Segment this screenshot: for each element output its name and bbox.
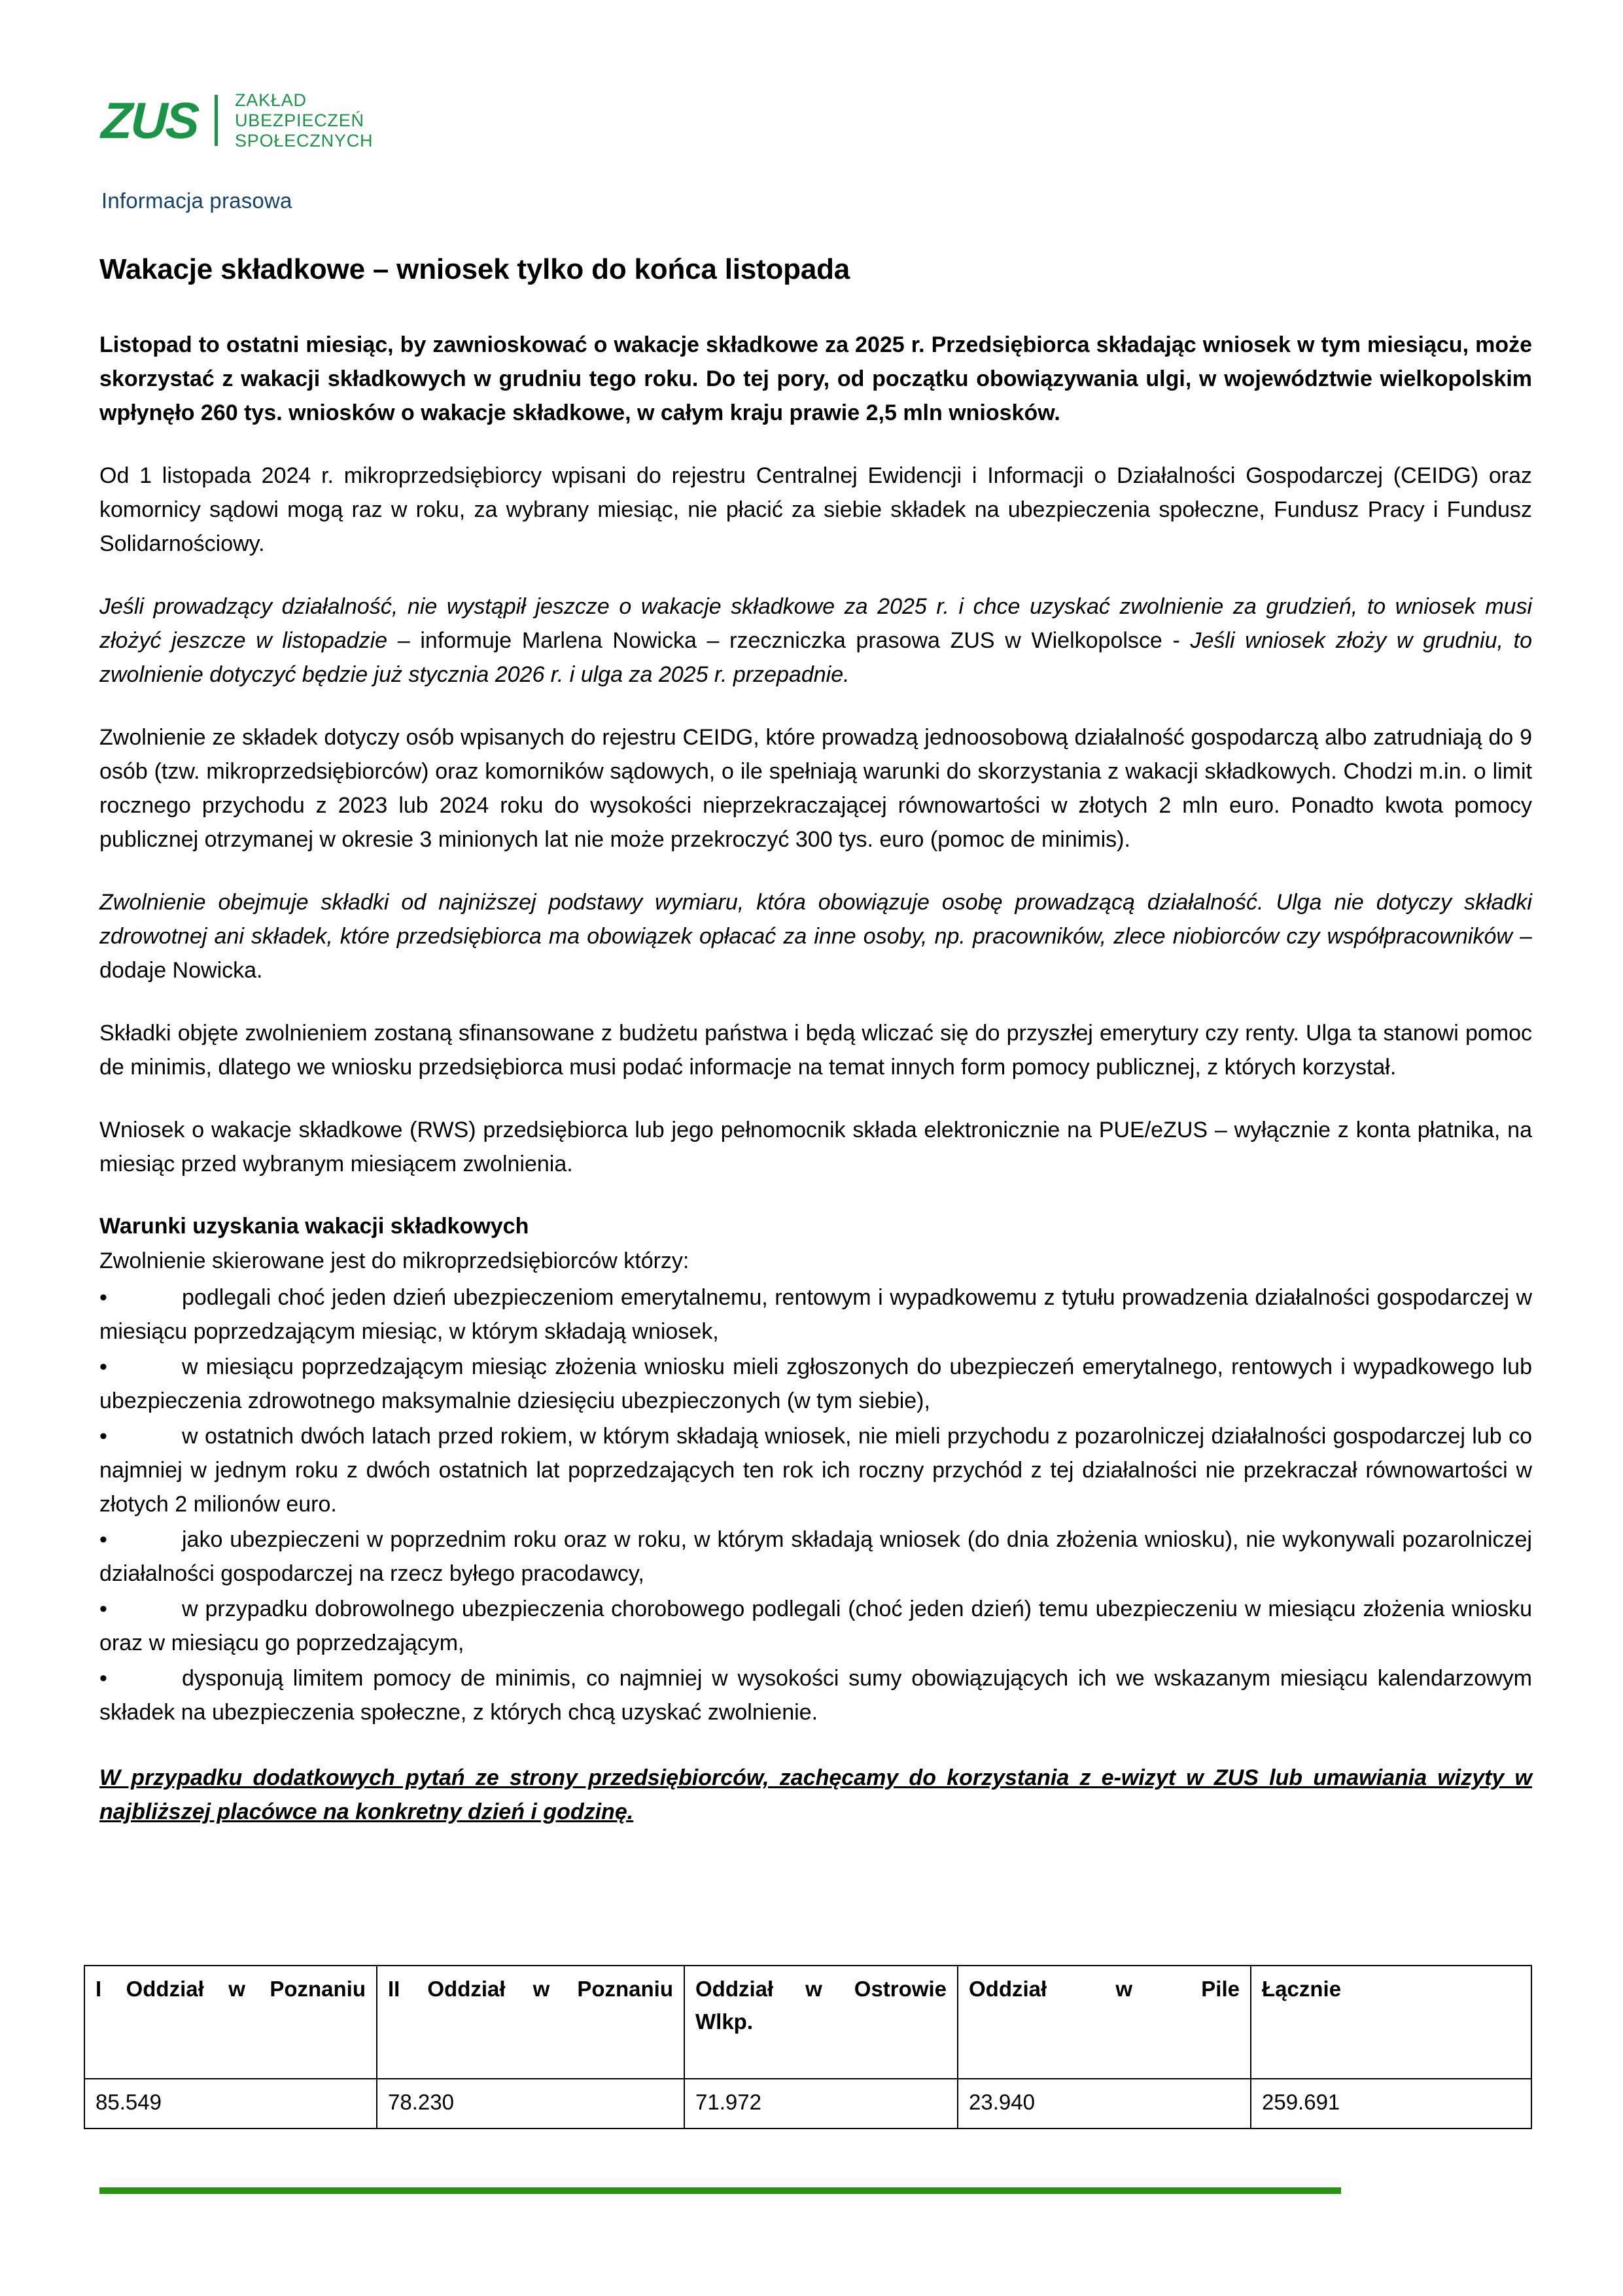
quote-1-attribution: – informuje Marlena Nowicka – rzeczniczka prasowa ZUS w Wielkopolsce - [387, 627, 1191, 653]
quote-2-attribution: – dodaje Nowicka. [99, 923, 1532, 983]
logo-divider [215, 95, 218, 146]
table-header-text: Łącznie [1262, 1977, 1342, 2001]
paragraph-4: Wniosek o wakacje składkowe (RWS) przedsiębiorca lub jego pełnomocnik składa elektronicznie na PUE/eZUS – wyłącznie z konta płatnika, na miesiąc przed wybranym miesiącem zwolnienia. [99, 1117, 1532, 1176]
list-item [99, 1419, 1532, 1521]
bullet-icon: • [99, 1597, 107, 1622]
bullet-icon: • [99, 1666, 107, 1691]
logo-line-3: SPOŁECZNYCH [235, 130, 374, 150]
table-row [84, 2079, 1531, 2128]
table-cell: 85.549 [84, 2079, 377, 2128]
quote-1-text-b: Jeśli wniosek złoży w grudniu, to zwolnienie dotyczyć będzie już stycznia 2026 r. i ulga za 2025 r. przepadnie. [99, 627, 1533, 687]
lead-paragraph: Listopad to ostatni miesiąc, by zawnioskować o wakacje składkowe za 2025 r. Przedsiębiorca składając wniosek w tym miesiącu, może skorzystać z wakacji składkowych w grudniu tego roku. Do tej pory, od początku obowiązywania ulgi, w województwie wielkopolskim wpłynęło 260 tys. wniosków o wakacje składkowe, w całym kraju prawie 2,5 mln wniosków. [99, 332, 1532, 425]
bullet-icon: • [99, 1527, 107, 1553]
quote-2-text: Zwolnienie obejmuje składki od najniższej podstawy wymiaru, która obowiązuje osobę prowadzącą działalność. Ulga nie dotyczy składki zdrowotnej ani składek, które przedsiębiorca ma obowiązek opłacać za inne osoby, np. pracowników, zlece niobiorców czy współpracowników [99, 889, 1532, 949]
table-header-cell [684, 1966, 958, 2079]
stats-table-container [84, 1965, 1531, 2129]
table-cell: 259.691 [1251, 2079, 1531, 2128]
table-header-text: Oddział w Pile [969, 1977, 1240, 2001]
zus-logo [101, 90, 373, 150]
table-header-text: Oddział w Ostrowie Wlkp. [695, 1977, 947, 2034]
stats-table [84, 1965, 1532, 2129]
table-cell: 71.972 [684, 2079, 958, 2128]
quote-paragraph-2 [99, 885, 1532, 987]
quote-paragraph-1 [99, 590, 1532, 692]
table-header-row [84, 1966, 1531, 2079]
quote-1-text-a: Jeśli prowadzący działalność, nie wystąpił jeszcze o wakacje składkowe za 2025 r. i chce uzyskać zwolnienie za grudzień, to wniosek musi złożyć jeszcze w listopadzie [99, 593, 1532, 653]
list-item-text: podlegali choć jeden dzień ubezpieczeniom emerytalnemu, rentowym i wypadkowemu z tytułu prowadzenia działalności gospodarczej w miesiącu poprzedzającym miesiąc, w którym składają wniosek, [99, 1284, 1532, 1344]
bullet-icon: • [99, 1284, 107, 1310]
list-item [99, 1592, 1532, 1660]
conditions-list [99, 1280, 1532, 1729]
paragraph-3: Składki objęte zwolnieniem zostaną sfinansowane z budżetu państwa i będą wliczać się do przyszłej emerytury czy renty. Ulga ta stanowi pomoc de minimis, dlatego we wniosku przedsiębiorca musi podać informacje na temat innych form pomocy publicznej, z których korzystał. [99, 1020, 1532, 1080]
list-item-text: dysponują limitem pomocy de minimis, co najmniej w wysokości sumy obowiązujących ich we wskazanym miesiącu kalendarzowym składek na ubezpieczenia społeczne, z których chcą uzyskać zwolnienie. [99, 1666, 1532, 1725]
logo-line-2: UBEZPIECZEŃ [235, 110, 364, 130]
bullet-icon: • [99, 1354, 107, 1380]
list-item-text: w miesiącu poprzedzającym miesiąc złożenia wniosku mieli zgłoszonych do ubezpieczeń emerytalnego, rentowych i wypadkowego lub ubezpieczenia zdrowotnego maksymalnie dziesięciu ubezpieczonych (w tym siebie), [99, 1354, 1532, 1414]
conditions-heading: Warunki uzyskania wakacji składkowych [99, 1213, 529, 1239]
table-cell: 23.940 [958, 2079, 1251, 2128]
table-header-cell [377, 1966, 684, 2079]
table-header-cell [84, 1966, 377, 2079]
document-body [99, 252, 1532, 1829]
press-release-label: Informacja prasowa [101, 188, 292, 213]
list-item-text: w przypadku dobrowolnego ubezpieczenia chorobowego podlegali (choć jeden dzień) temu ubezpieczeniu w miesiącu złożenia wniosku oraz w miesiącu go poprzedzającym, [99, 1597, 1532, 1656]
table-header-cell [1251, 1966, 1531, 2079]
zus-logo-icon: ZUS [100, 92, 199, 150]
page-title: Wakacje składkowe – wniosek tylko do końca listopada [99, 253, 850, 285]
closing-paragraph: W przypadku dodatkowych pytań ze strony przedsiębiorców, zachęcamy do korzystania z e-wizyt w ZUS lub umawiania wizyty w najbliższej placówce na konkretny dzień i godzinę. [99, 1765, 1532, 1825]
list-item-text: w ostatnich dwóch latach przed rokiem, w którym składają wniosek, nie mieli przychodu z pozarolniczej działalności gospodarczej lub co najmniej w jednym roku z dwóch ostatnich lat poprzedzających ten rok ich roczny przychód z tej działalności nie przekraczał równowartości w złotych 2 milionów euro. [99, 1424, 1532, 1517]
list-item [99, 1523, 1532, 1591]
table-cell: 78.230 [377, 2079, 684, 2128]
list-item [99, 1661, 1532, 1729]
table-header-text: I Oddział w Poznaniu [96, 1977, 366, 2001]
paragraph-2: Zwolnienie ze składek dotyczy osób wpisanych do rejestru CEIDG, które prowadzą jednoosobową działalność gospodarczą albo zatrudniają do 9 osób (tzw. mikroprzedsiębiorców) oraz komorników sądowych, o ile spełniają warunki do skorzystania z wakacji składkowych. Chodzi m.in. o limit rocznego przychodu z 2023 lub 2024 roku do wysokości nieprzekraczającej równowartości w złotych 2 mln euro. Ponadto kwota pomocy publicznej otrzymanej w okresie 3 minionych lat nie może przekroczyć 300 tys. euro (pomoc de minimis). [99, 724, 1532, 852]
list-item [99, 1350, 1532, 1418]
list-item [99, 1280, 1532, 1349]
bullet-icon: • [99, 1424, 107, 1449]
logo-wordmark [235, 90, 373, 150]
table-header-cell [958, 1966, 1251, 2079]
paragraph-1: Od 1 listopada 2024 r. mikroprzedsiębiorcy wpisani do rejestru Centralnej Ewidencji i Informacji o Działalności Gospodarczej (CEIDG) oraz komornicy sądowi mogą raz w roku, za wybrany miesiąc, nie płacić za siebie składek na ubezpieczenia społeczne, Fundusz Pracy i Fundusz Solidarnościowy. [99, 463, 1532, 556]
logo-line-1: ZAKŁAD [235, 90, 307, 110]
list-item-text: jako ubezpieczeni w poprzednim roku oraz w roku, w którym składają wniosek (do dnia złożenia wniosku), nie wykonywali pozarolniczej działalności gospodarczej na rzecz byłego pracodawcy, [99, 1527, 1532, 1587]
conditions-intro: Zwolnienie skierowane jest do mikroprzedsiębiorców którzy: [99, 1248, 689, 1273]
table-header-text: II Oddział w Poznaniu [388, 1977, 673, 2001]
footer-rule [99, 2187, 1341, 2194]
